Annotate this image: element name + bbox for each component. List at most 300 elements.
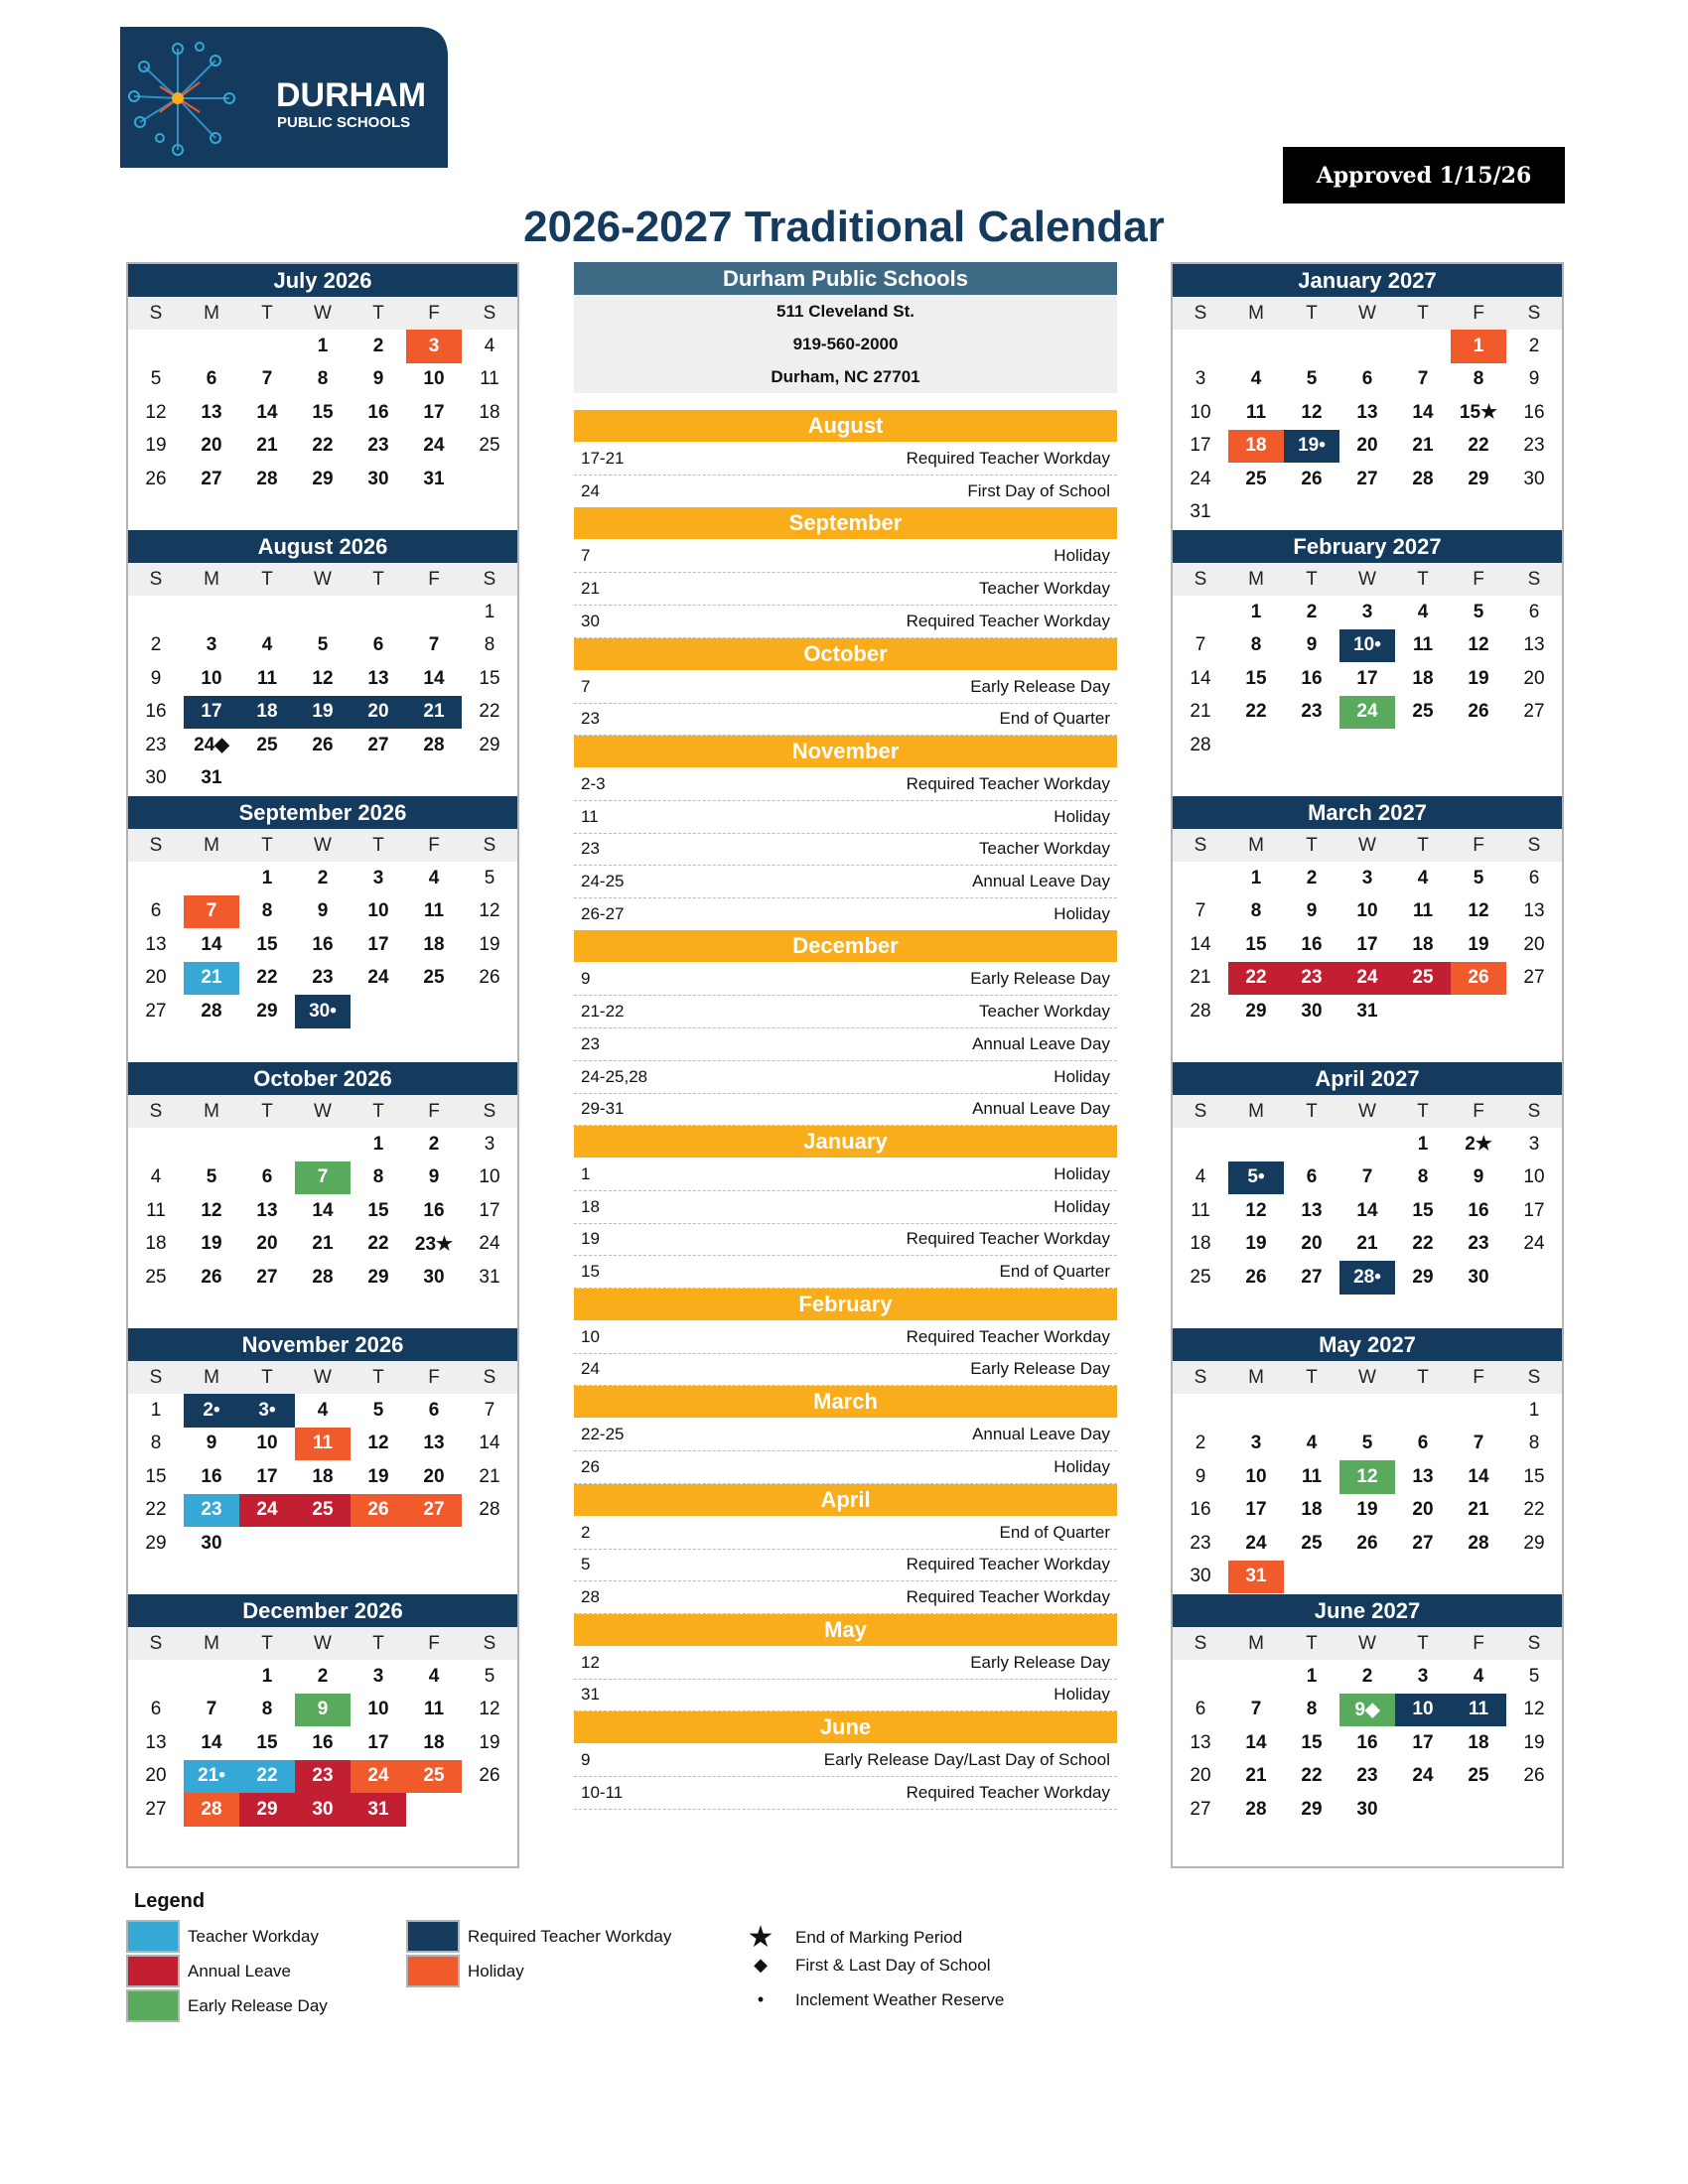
event-row — [574, 1191, 1117, 1224]
calendar-day: 19 — [145, 435, 167, 457]
month-section-header: April — [574, 1484, 1117, 1516]
calendar-day: 20 — [1301, 1233, 1323, 1255]
calendar-day: 30 — [367, 468, 389, 489]
weekday-label: M — [204, 1632, 219, 1654]
calendar-day: 10 — [1356, 900, 1378, 922]
calendar-day: 14 — [201, 1731, 222, 1753]
weekday-label: S — [1194, 1366, 1207, 1388]
event-label: Holiday — [1054, 1196, 1110, 1216]
calendar-day: 14 — [256, 401, 278, 423]
calendar-day: 10 — [201, 667, 222, 689]
calendar-day: 26 — [1301, 468, 1323, 489]
calendar-day: 23 — [1356, 1765, 1378, 1787]
calendar-day: 20 — [1412, 1499, 1434, 1521]
calendar-day: 28 — [1468, 1532, 1489, 1554]
event-row — [574, 1159, 1117, 1191]
month-section-header: March — [574, 1386, 1117, 1418]
calendar-day — [1395, 729, 1451, 762]
month-calendar — [1173, 264, 1562, 530]
week-row — [1173, 1194, 1562, 1228]
calendar-day: 9◆ — [1339, 1694, 1395, 1727]
calendar-day: 25 — [295, 1494, 351, 1528]
calendar-day: 19 — [1468, 933, 1489, 955]
calendar-day: 7 — [1195, 634, 1206, 656]
calendar-day — [1284, 496, 1339, 530]
calendar-day: 26 — [1523, 1765, 1545, 1787]
calendar-day — [1506, 1261, 1562, 1295]
calendar-day — [184, 596, 239, 629]
calendar-day — [239, 330, 295, 363]
calendar-day: 22 — [367, 1233, 389, 1255]
week-row — [128, 330, 517, 363]
calendar-day — [1451, 729, 1506, 762]
calendar-day: 9 — [428, 1166, 440, 1188]
calendar-day: 29 — [1412, 1266, 1434, 1288]
week-row — [128, 430, 517, 464]
event-date: 10 — [581, 1326, 600, 1346]
calendar-day: 9 — [1306, 634, 1318, 656]
month-section-header: September — [574, 507, 1117, 539]
calendar-day: 21 — [1412, 435, 1434, 457]
legend — [126, 1886, 1119, 2045]
calendar-day: 27 — [145, 1798, 167, 1820]
weekday-label: T — [1417, 834, 1429, 856]
event-row — [574, 996, 1117, 1028]
calendar-day: 21 — [256, 435, 278, 457]
calendar-day: 3 — [484, 1133, 495, 1155]
calendar-day: 18 — [423, 933, 445, 955]
event-date: 29-31 — [581, 1099, 625, 1119]
calendar-day: 2• — [184, 1394, 239, 1428]
calendar-day: 9 — [317, 900, 329, 922]
event-row — [574, 443, 1117, 476]
calendar-day: 4 — [1473, 1665, 1484, 1687]
calendar-day: 26 — [201, 1266, 222, 1288]
calendar-day: 4 — [150, 1166, 162, 1188]
calendar-day: 26 — [1356, 1532, 1378, 1554]
calendar-day: 22 — [1412, 1233, 1434, 1255]
calendar-day — [1284, 1394, 1339, 1428]
weekday-label: S — [1527, 1100, 1541, 1122]
calendar-day — [239, 1527, 295, 1561]
calendar-day: 29 — [1301, 1798, 1323, 1820]
calendar-day: 16 — [423, 1199, 445, 1221]
calendar-day: 7 — [1473, 1433, 1484, 1454]
calendar-day: 2 — [1306, 601, 1318, 622]
calendar-day: 19 — [1356, 1499, 1378, 1521]
calendar-day — [239, 1128, 295, 1161]
calendar-day — [1339, 1394, 1395, 1428]
month-title: November 2026 — [128, 1328, 517, 1361]
month-title: October 2026 — [128, 1062, 517, 1095]
week-row — [1173, 1261, 1562, 1295]
weekday-label: F — [428, 1632, 440, 1654]
legend-label: End of Marking Period — [795, 1927, 963, 1947]
weekday-label: T — [261, 1100, 273, 1122]
calendar-day: 10 — [423, 368, 445, 390]
weekday-label: T — [261, 302, 273, 324]
weekday-label: S — [149, 1100, 163, 1122]
weekday-label: S — [1194, 1100, 1207, 1122]
event-label: Annual Leave Day — [972, 1425, 1110, 1444]
calendar-day: 13 — [1190, 1731, 1211, 1753]
calendar-day: 24◆ — [194, 735, 229, 756]
week-row — [128, 928, 517, 962]
event-label: Required Teacher Workday — [906, 1586, 1110, 1606]
calendar-day: 12 — [1301, 401, 1323, 423]
calendar-day: 11 — [1412, 634, 1434, 656]
calendar-day: 25 — [1190, 1266, 1211, 1288]
event-row — [574, 1419, 1117, 1451]
approved-badge: Approved 1/15/26 — [1283, 147, 1565, 204]
event-date: 15 — [581, 1262, 600, 1281]
calendar-day: 26 — [351, 1494, 406, 1528]
calendar-day: 18 — [1412, 667, 1434, 689]
month-title: September 2026 — [128, 796, 517, 829]
week-row — [1173, 629, 1562, 663]
event-row — [574, 703, 1117, 736]
month-calendar — [1173, 1594, 1562, 1860]
calendar-day: 1 — [1451, 330, 1506, 363]
calendar-day: 19 — [479, 933, 500, 955]
calendar-day: 25 — [1395, 962, 1451, 996]
calendar-day: 5 — [317, 634, 329, 656]
week-row — [1173, 729, 1562, 762]
logo-word-public-schools: PUBLIC SCHOOLS — [277, 114, 411, 131]
calendar-day: 17 — [479, 1199, 500, 1221]
weekday-label: S — [483, 1366, 496, 1388]
week-row — [1173, 1561, 1562, 1594]
calendar-day: 24 — [1245, 1532, 1267, 1554]
legend-label: Annual Leave — [188, 1961, 291, 1980]
calendar-day: 11 — [1412, 900, 1434, 922]
calendar-day: 2★ — [1465, 1134, 1492, 1156]
calendar-day: 19 — [295, 696, 351, 730]
calendar-day: 31 — [423, 468, 445, 489]
weekday-label: S — [149, 1632, 163, 1654]
weekday-label: F — [428, 302, 440, 324]
week-row — [1173, 1128, 1562, 1161]
month-calendar — [1173, 1062, 1562, 1328]
calendar-day: 15 — [1245, 667, 1267, 689]
weekday-label: T — [1306, 1100, 1318, 1122]
event-date: 24 — [581, 480, 600, 500]
calendar-day — [184, 862, 239, 895]
calendar-day: 21 — [1468, 1499, 1489, 1521]
weekday-label: S — [483, 1100, 496, 1122]
legend-label: Holiday — [468, 1961, 524, 1980]
calendar-day: 22 — [1245, 701, 1267, 723]
event-row — [574, 1093, 1117, 1126]
month-title: January 2027 — [1173, 264, 1562, 297]
weekday-label: W — [314, 1100, 332, 1122]
weekday-label: T — [261, 1632, 273, 1654]
calendar-day: 9 — [1306, 900, 1318, 922]
calendar-day: 15 — [312, 401, 334, 423]
calendar-day: 21 — [1356, 1233, 1378, 1255]
calendar-day: 25 — [1412, 701, 1434, 723]
calendar-day: 14 — [1190, 667, 1211, 689]
event-row — [574, 898, 1117, 931]
calendar-day: 2 — [428, 1133, 440, 1155]
calendar-day: 10 — [1190, 401, 1211, 423]
calendar-day: 24 — [1339, 962, 1395, 996]
calendar-day: 15 — [479, 667, 500, 689]
event-row — [574, 833, 1117, 866]
calendar-day: 11 — [1191, 1199, 1210, 1221]
legend-label: Teacher Workday — [188, 1926, 319, 1946]
calendar-day: 29 — [1468, 468, 1489, 489]
calendar-day: 5 — [1473, 867, 1484, 888]
month-calendar — [128, 530, 517, 796]
week-row — [128, 995, 517, 1028]
calendar-day: 6 — [428, 1399, 440, 1421]
weekday-label: W — [1358, 568, 1376, 590]
calendar-day: 24 — [367, 967, 389, 989]
calendar-day: 23 — [1523, 435, 1545, 457]
dot-icon: • — [757, 1989, 765, 2009]
event-date: 18 — [581, 1196, 600, 1216]
calendar-day: 5 — [1306, 368, 1318, 390]
calendar-day: 8 — [484, 634, 495, 656]
calendar-day: 29 — [145, 1532, 167, 1554]
event-label: Holiday — [1054, 546, 1110, 566]
calendar-day: 30 — [1301, 1000, 1323, 1022]
calendar-day: 8 — [150, 1433, 162, 1454]
calendar-day: 17 — [367, 1731, 389, 1753]
calendar-day — [1173, 596, 1228, 629]
weekday-label: T — [372, 1632, 384, 1654]
weekday-label: S — [483, 568, 496, 590]
calendar-day: 28 — [201, 1000, 222, 1022]
calendar-day: 28• — [1339, 1261, 1395, 1295]
month-calendar — [1173, 530, 1562, 796]
calendar-day: 6 — [206, 368, 217, 390]
weekday-label: S — [149, 568, 163, 590]
week-row — [128, 1460, 517, 1494]
month-calendar — [128, 796, 517, 1062]
legend-holiday — [406, 1955, 524, 1987]
calendar-day: 23 — [367, 435, 389, 457]
event-date: 7 — [581, 676, 591, 696]
calendar-day: 28 — [184, 1793, 239, 1827]
weekday-label: W — [314, 1366, 332, 1388]
calendar-day: 31 — [351, 1793, 406, 1827]
event-date: 12 — [581, 1652, 600, 1672]
weekday-header — [128, 829, 517, 862]
calendar-day: 1 — [372, 1133, 384, 1155]
month-title: August 2026 — [128, 530, 517, 563]
calendar-day: 4 — [484, 335, 495, 356]
calendar-day: 2 — [372, 335, 384, 356]
event-row — [574, 1517, 1117, 1550]
week-row — [1173, 962, 1562, 996]
weekday-label: M — [1248, 1100, 1264, 1122]
calendar-day: 19 — [1468, 667, 1489, 689]
calendar-day: 19• — [1284, 430, 1339, 464]
calendar-day: 22 — [145, 1499, 167, 1521]
calendar-day: 6 — [1417, 1433, 1429, 1454]
calendar-day: 8 — [372, 1166, 384, 1188]
week-row — [128, 1694, 517, 1727]
calendar-day: 5 — [484, 1665, 495, 1687]
calendar-day — [1284, 1561, 1339, 1594]
calendar-day: 26 — [1468, 701, 1489, 723]
calendar-day: 9 — [295, 1694, 351, 1727]
week-row — [1173, 1394, 1562, 1428]
calendar-day: 18 — [1468, 1731, 1489, 1753]
event-row — [574, 1777, 1117, 1810]
event-row — [574, 801, 1117, 834]
calendar-day: 28 — [1190, 734, 1211, 755]
calendar-day: 16 — [312, 933, 334, 955]
calendar-day: 24 — [239, 1494, 295, 1528]
weekday-label: F — [428, 1100, 440, 1122]
calendar-day: 19 — [479, 1731, 500, 1753]
event-date: 9 — [581, 969, 591, 989]
month-title: March 2027 — [1173, 796, 1562, 829]
week-row — [1173, 1793, 1562, 1827]
calendar-day — [1339, 496, 1395, 530]
calendar-day: 14 — [1190, 933, 1211, 955]
calendar-day: 8 — [1250, 634, 1262, 656]
calendar-day: 9 — [1195, 1465, 1206, 1487]
event-date: 10-11 — [581, 1782, 624, 1802]
calendar-day: 7 — [1361, 1166, 1373, 1188]
calendar-day: 2 — [1361, 1665, 1373, 1687]
calendar-day: 17 — [184, 696, 239, 730]
calendar-day: 18 — [423, 1731, 445, 1753]
event-row — [574, 671, 1117, 704]
star-icon: ★ — [747, 1921, 774, 1954]
weekday-header — [128, 1627, 517, 1660]
week-row — [128, 662, 517, 696]
calendar-day: 15 — [367, 1199, 389, 1221]
calendar-day: 1 — [261, 1665, 273, 1687]
calendar-day: 22 — [312, 435, 334, 457]
calendar-day: 1 — [484, 601, 495, 622]
calendar-day — [1173, 1660, 1228, 1694]
calendar-day: 30 — [423, 1266, 445, 1288]
calendar-day: 3 — [372, 1665, 384, 1687]
calendar-day — [1284, 1128, 1339, 1161]
calendar-day — [1506, 995, 1562, 1028]
event-date: 24-25,28 — [581, 1066, 648, 1086]
calendar-day: 9 — [150, 667, 162, 689]
calendar-day: 16 — [201, 1465, 222, 1487]
weekday-header — [1173, 829, 1562, 862]
weekday-label: S — [1527, 302, 1541, 324]
calendar-day: 27 — [1523, 967, 1545, 989]
calendar-day — [1339, 1561, 1395, 1594]
event-row — [574, 768, 1117, 801]
event-date: 23 — [581, 709, 600, 729]
month-title: May 2027 — [1173, 1328, 1562, 1361]
calendar-day — [462, 1793, 517, 1827]
week-row — [1173, 430, 1562, 464]
calendar-day — [1451, 1793, 1506, 1827]
annual-leave-swatch — [126, 1955, 180, 1987]
calendar-day: 10 — [256, 1433, 278, 1454]
calendar-day — [1506, 1793, 1562, 1827]
calendar-day: 23 — [295, 1760, 351, 1794]
calendar-day: 28 — [256, 468, 278, 489]
week-row — [1173, 1494, 1562, 1528]
weekday-label: M — [1248, 1366, 1264, 1388]
weekday-header — [128, 1095, 517, 1128]
calendar-day: 16 — [1301, 933, 1323, 955]
calendar-day — [128, 1660, 184, 1694]
week-row — [1173, 363, 1562, 397]
calendar-day: 6 — [1195, 1699, 1206, 1720]
weekday-label: T — [1306, 1366, 1318, 1388]
calendar-day: 20 — [201, 435, 222, 457]
week-row — [128, 762, 517, 796]
event-label: End of Quarter — [999, 709, 1110, 729]
weekday-label: T — [1417, 1632, 1429, 1654]
calendar-day: 4 — [1417, 867, 1429, 888]
event-label: Required Teacher Workday — [906, 1782, 1110, 1802]
calendar-day: 18 — [1301, 1499, 1323, 1521]
calendar-day: 5 — [206, 1166, 217, 1188]
legend-title: Legend — [134, 1890, 206, 1912]
calendar-day — [406, 1793, 462, 1827]
calendar-day: 27 — [201, 468, 222, 489]
calendar-day: 12 — [1468, 634, 1489, 656]
week-row — [1173, 396, 1562, 430]
legend-required-workday — [406, 1920, 671, 1953]
event-label: Early Release Day — [970, 1652, 1110, 1672]
calendar-day: 29 — [239, 1793, 295, 1827]
legend-inclement-weather — [734, 1989, 1004, 2010]
calendar-day: 6 — [1361, 368, 1373, 390]
calendar-day: 10 — [1523, 1166, 1545, 1188]
calendar-day: 23 — [1190, 1532, 1211, 1554]
weekday-label: S — [149, 834, 163, 856]
calendar-day: 3 — [1528, 1133, 1540, 1155]
calendar-day: 26 — [1245, 1266, 1267, 1288]
calendar-day: 18 — [479, 401, 500, 423]
calendar-day: 28 — [423, 734, 445, 755]
event-label: Required Teacher Workday — [906, 449, 1110, 468]
event-date: 28 — [581, 1586, 600, 1606]
calendar-day: 11 — [1245, 401, 1267, 423]
district-name: Durham Public Schools — [574, 262, 1117, 295]
calendar-day: 6 — [261, 1166, 273, 1188]
calendar-day: 20 — [256, 1233, 278, 1255]
event-date: 11 — [581, 806, 599, 826]
calendar-day — [406, 596, 462, 629]
month-calendar — [1173, 1328, 1562, 1594]
calendar-day: 30 — [295, 1793, 351, 1827]
calendar-day — [239, 596, 295, 629]
week-row — [128, 862, 517, 895]
weekday-label: S — [1194, 1632, 1207, 1654]
calendar-day: 27 — [367, 734, 389, 755]
calendar-day: 3 — [1361, 867, 1373, 888]
calendar-day: 25 — [145, 1266, 167, 1288]
weekday-label: M — [1248, 834, 1264, 856]
event-date: 2 — [581, 1522, 591, 1542]
calendar-day — [1451, 1394, 1506, 1428]
weekday-header — [1173, 1095, 1562, 1128]
weekday-label: S — [483, 834, 496, 856]
weekday-label: T — [261, 834, 273, 856]
weekday-label: T — [1306, 302, 1318, 324]
calendar-day: 5 — [1361, 1433, 1373, 1454]
event-row — [574, 1549, 1117, 1581]
calendar-day: 21• — [184, 1760, 239, 1794]
